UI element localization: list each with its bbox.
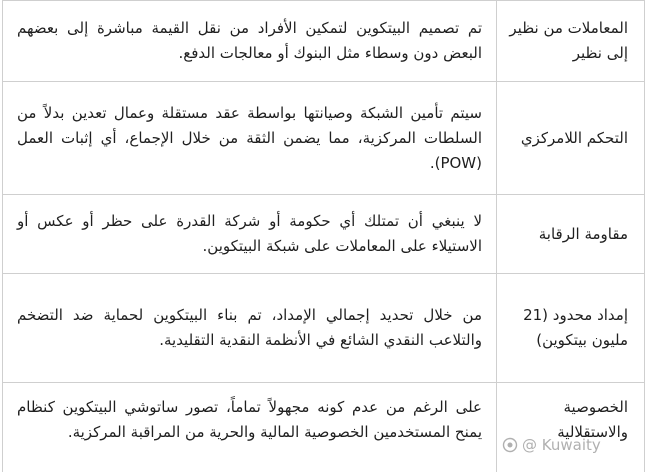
term-cell: التحكم اللامركزي <box>497 82 645 195</box>
table-row <box>3 274 645 383</box>
table-row <box>3 383 645 472</box>
watermark-text: @ Kuwaity <box>522 436 601 454</box>
watermark-logo-icon <box>502 437 518 453</box>
watermark <box>502 436 601 454</box>
table-row <box>3 1 645 82</box>
description-cell: على الرغم من عدم كونه مجهولاً تماماً، تصور ساتوشي البيتكوين كنظام يمنح المستخدمين الخصوصية المالية والحرية من المراقبة المركزية. <box>3 383 497 472</box>
description-cell: تم تصميم البيتكوين لتمكين الأفراد من نقل القيمة مباشرة إلى بعضهم البعض دون وسطاء مثل البنوك أو معالجات الدفع. <box>3 1 497 82</box>
term-cell: المعاملات من نظير إلى نظير <box>497 1 645 82</box>
description-cell: لا ينبغي أن تمتلك أي حكومة أو شركة القدرة على حظر أو عكس أو الاستيلاء على المعاملات على شبكة البيتكوين. <box>3 195 497 274</box>
term-cell: مقاومة الرقابة <box>497 195 645 274</box>
term-cell: إمداد محدود (21 مليون بيتكوين) <box>497 274 645 383</box>
table-row <box>3 82 645 195</box>
term-cell: الخصوصية والاستقلالية <box>497 383 645 472</box>
description-cell: سيتم تأمين الشبكة وصيانتها بواسطة عقد مستقلة وعمال تعدين بدلاً من السلطات المركزية، مما يضمن الثقة من خلال الإجماع، أي إثبات العمل (POW). <box>3 82 497 195</box>
table-row <box>3 195 645 274</box>
description-cell: من خلال تحديد إجمالي الإمداد، تم بناء البيتكوين لحماية ضد التضخم والتلاعب النقدي الشائع في الأنظمة النقدية التقليدية. <box>3 274 497 383</box>
bitcoin-principles-table <box>2 0 645 472</box>
